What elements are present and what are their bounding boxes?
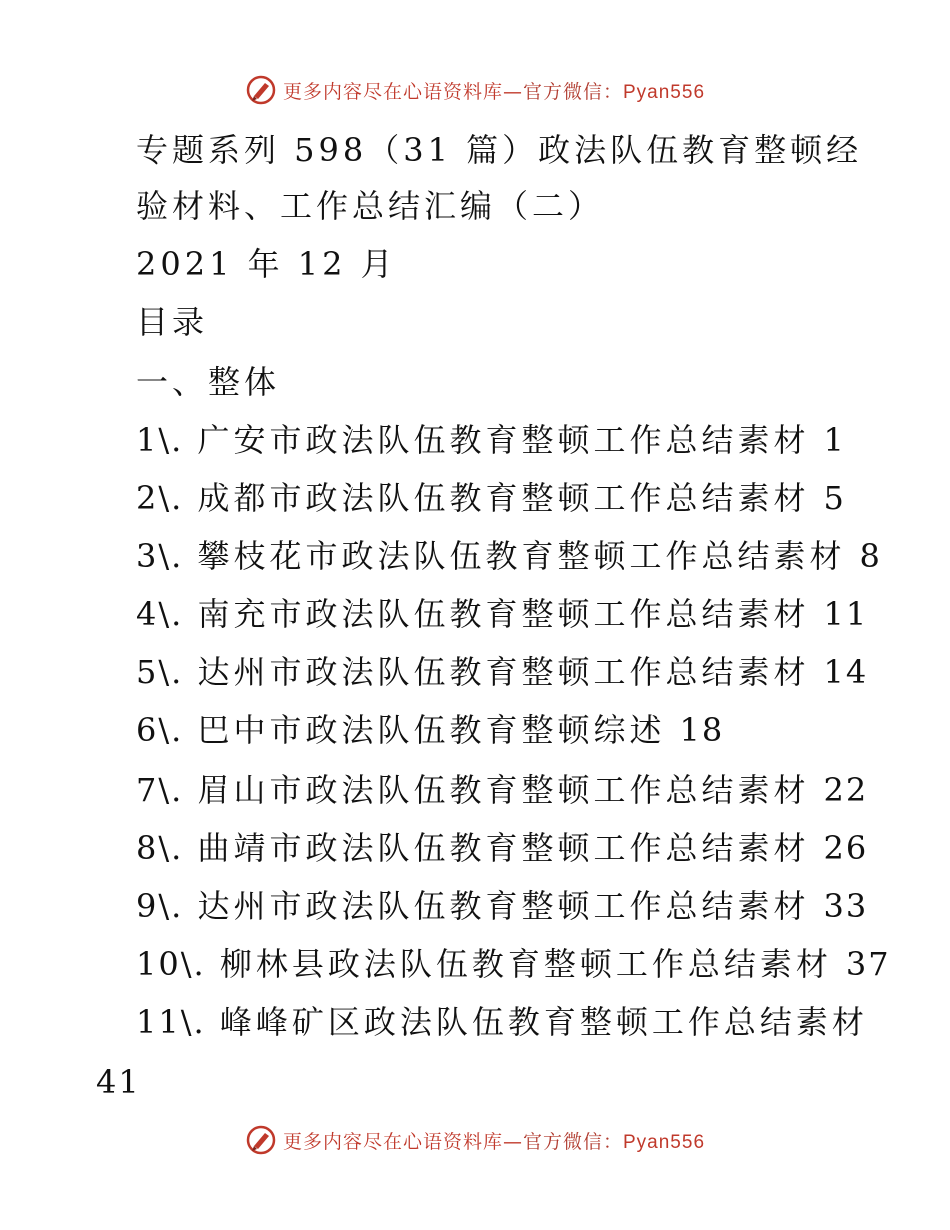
- footer-watermark: [0, 1120, 950, 1160]
- toc-item: 11\. 峰峰矿区政法队伍教育整顿工作总结素材: [136, 1003, 868, 1041]
- pen-logo-icon: [245, 74, 277, 106]
- toc-heading: 目录: [136, 303, 209, 341]
- document-date: 2021 年 12 月: [136, 245, 397, 283]
- pen-logo-icon: [245, 1124, 277, 1156]
- toc-item: 9\. 达州市政法队伍教育整顿工作总结素材 33: [136, 887, 869, 925]
- toc-item-page-wrapped: 41: [96, 1063, 141, 1101]
- toc-item: 3\. 攀枝花市政法队伍教育整顿工作总结素材 8: [136, 537, 882, 575]
- header-watermark: [0, 70, 950, 110]
- toc-item: 5\. 达州市政法队伍教育整顿工作总结素材 14: [136, 653, 869, 691]
- toc-item: 4\. 南充市政法队伍教育整顿工作总结素材 11: [136, 595, 869, 633]
- document-title-line-2: 验材料、工作总结汇编（二）: [136, 187, 605, 225]
- toc-item: 7\. 眉山市政法队伍教育整顿工作总结素材 22: [136, 771, 869, 809]
- toc-item: 2\. 成都市政法队伍教育整顿工作总结素材 5: [136, 479, 846, 517]
- toc-item: 10\. 柳林县政法队伍教育整顿工作总结素材 37: [136, 945, 891, 983]
- section-heading: 一、整体: [136, 363, 281, 401]
- watermark-text: 更多内容尽在心语资料库—官方微信：Pyan556: [282, 1130, 706, 1153]
- toc-item: 1\. 广安市政法队伍教育整顿工作总结素材 1: [136, 421, 846, 459]
- document-title-line-1: 专题系列 598（31 篇）政法队伍教育整顿经: [136, 131, 863, 169]
- toc-item: 8\. 曲靖市政法队伍教育整顿工作总结素材 26: [136, 829, 869, 867]
- watermark-text: 更多内容尽在心语资料库—官方微信：Pyan556: [282, 80, 706, 103]
- toc-item: 6\. 巴中市政法队伍教育整顿综述 18: [136, 711, 725, 749]
